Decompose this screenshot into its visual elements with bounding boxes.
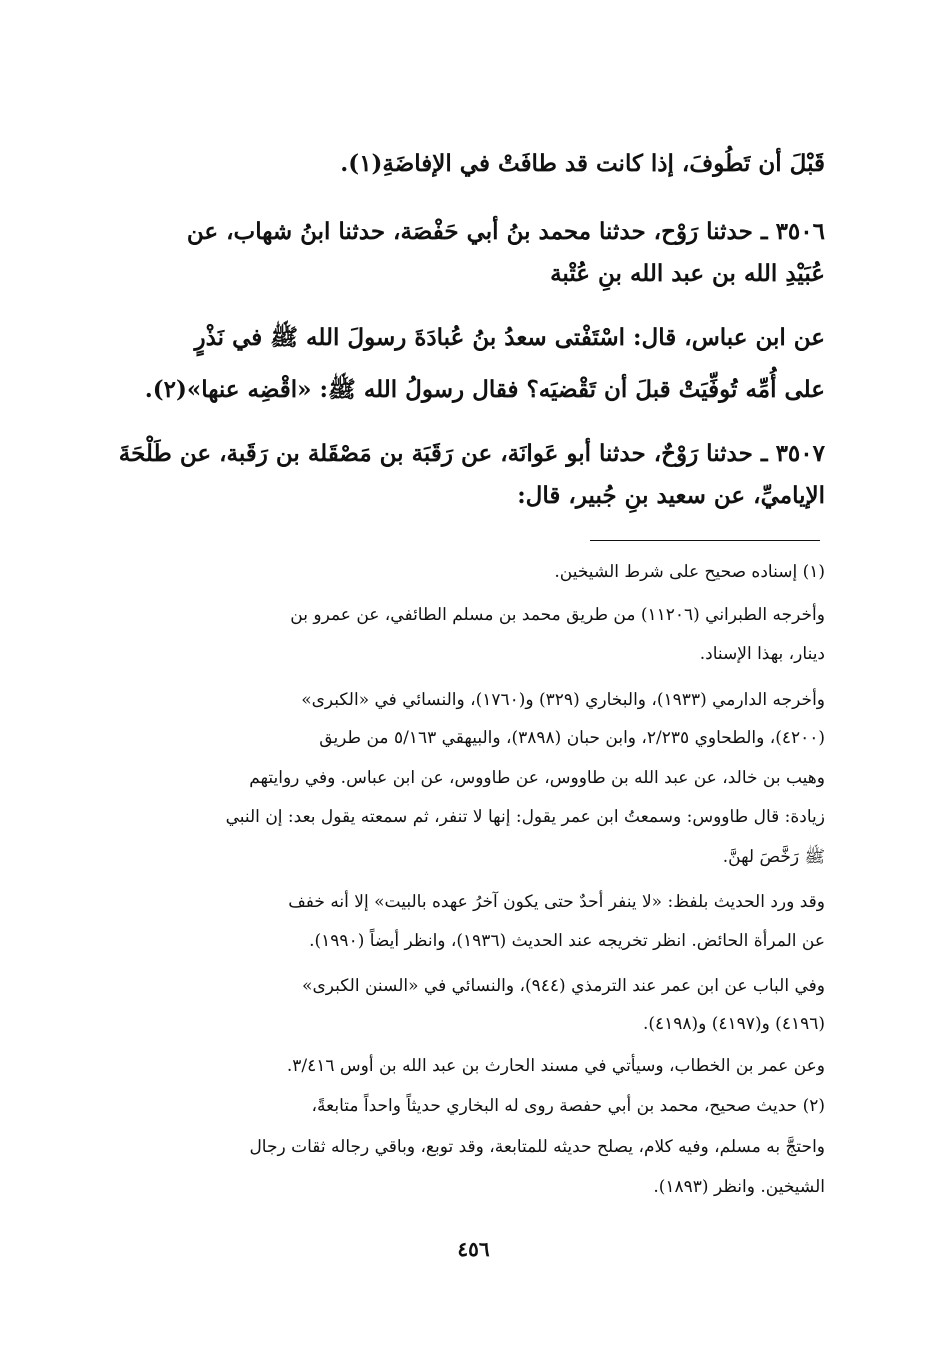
footnote-1: (١) إسناده صحيح على شرط الشيخين. <box>554 562 825 582</box>
main-text-line-1: قَبْلَ أن تَطُوفَ، إذا كانت قد طافَتْ في الإفاضَةِ(١). <box>340 150 825 177</box>
hadith-3507-line-2: الإياميِّ، عن سعيد بنِ جُبير، قال: <box>517 482 825 509</box>
hadith-3506-line-2: عُبَيْدِ الله بن عبد الله بنِ عُتْبة <box>550 260 825 287</box>
footnote-line: وفي الباب عن ابن عمر عند الترمذي (٩٤٤)، والنسائي في «السنن الكبرى» <box>302 976 825 996</box>
footnote-line: (٤١٩٦) و(٤١٩٧) و(٤١٩٨). <box>642 1014 825 1034</box>
footnote-line: دينار، بهذا الإسناد. <box>699 644 825 664</box>
footnote-line: زيادة: قال طاووس: وسمعتُ ابن عمر يقول: إنها لا تنفر، ثم سمعته يقول بعد: إن النبي <box>225 807 825 827</box>
footnote-line: الشيخين. وانظر (١٨٩٣). <box>653 1177 825 1197</box>
hadith-3506-line-4: على أُمِّه تُوفِّيَتْ قبلَ أن تَقْضيَه؟ فقال رسولُ الله ﷺ: «اقْضِه عنها»(٢). <box>144 376 825 403</box>
hadith-3506-line-3: عن ابن عباس، قال: اسْتَفْتى سعدُ بنُ عُبادَةَ رسولَ الله ﷺ في نَذْرٍ <box>194 324 825 351</box>
footnote-line: وعن عمر بن الخطاب، وسيأتي في مسند الحارث بن عبد الله بن أوس ٣/٤١٦. <box>286 1056 825 1076</box>
footnote-line: واحتجَّ به مسلم، وفيه كلام، يصلح حديثه للمتابعة، وقد توبع، وباقي رجاله ثقات رجال <box>249 1137 825 1157</box>
footnote-2: (٢) حديث صحيح، محمد بن أبي حفصة روى له البخاري حديثاً واحداً متابعةً، <box>311 1096 825 1116</box>
page-number: ٤٥٦ <box>457 1237 490 1261</box>
hadith-3506-line-1: ٣٥٠٦ ـ حدثنا رَوْح، حدثنا محمد بنُ أبي حَفْصَة، حدثنا ابنُ شهاب، عن <box>186 218 825 245</box>
footnote-line: وقد ورد الحديث بلفظ: «لا ينفر أحدٌ حتى يكون آخرُ عهده بالبيت» إلا أنه خفف <box>288 892 825 912</box>
hadith-3507-line-1: ٣٥٠٧ ـ حدثنا رَوْحٌ، حدثنا أبو عَوانَة، عن رَقَبَة بن مَصْقَلة بن رَقَبة، عن طَلْحَةَ <box>118 440 825 467</box>
footnote-line: وأخرجه الدارمي (١٩٣٣)، والبخاري (٣٢٩) و(١٧٦٠)، والنسائي في «الكبرى» <box>301 690 825 710</box>
footnote-separator <box>590 540 820 541</box>
footnote-line: ﷺ رَخَّصَ لهنَّ. <box>722 847 825 867</box>
footnote-line: وهيب بن خالد، عن عبد الله بن طاووس، عن طاووس، عن ابن عباس. وفي روايتهم <box>249 768 825 788</box>
footnote-line: وأخرجه الطبراني (١١٢٠٦) من طريق محمد بن مسلم الطائفي، عن عمرو بن <box>290 605 825 625</box>
footnote-line: (٤٢٠٠)، والطحاوي ٢/٢٣٥، وابن حبان (٣٨٩٨)، والبيهقي ٥/١٦٣ من طريق <box>319 728 825 748</box>
footnote-line: عن المرأة الحائض. انظر تخريجه عند الحديث (١٩٣٦)، وانظر أيضاً (١٩٩٠). <box>309 931 825 951</box>
